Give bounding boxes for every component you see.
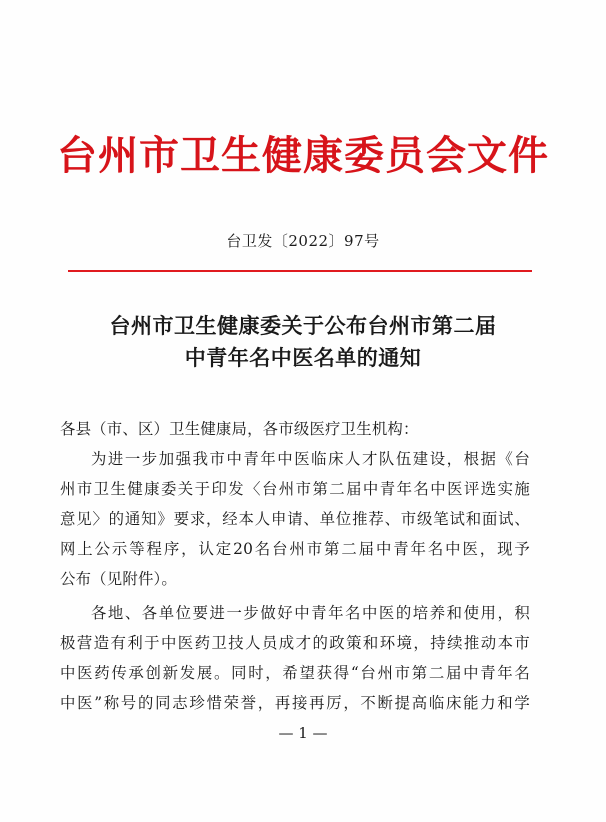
paragraph-1-line-5: 公布（见附件）。 (60, 570, 178, 588)
salutation: 各县（市、区）卫生健康局，各市级医疗卫生机构： (60, 420, 419, 438)
paragraph-1-line-3: 意见〉的通知》要求，经本人申请、单位推荐、市级笔试和面试、 (60, 510, 530, 528)
paragraph-1-line-4: 网上公示等程序，认定20名台州市第二届中青年名中医，现予 (60, 540, 530, 558)
paragraph-2-line-2: 极营造有利于中医药卫技人员成才的政策和环境，持续推动本市 (60, 634, 530, 652)
paragraph-2-line-4: 中医”称号的同志珍惜荣誉，再接再厉，不断提高临床能力和学 (60, 694, 530, 712)
notice-title-line-1: 台州市卫生健康委关于公布台州市第二届 (109, 313, 497, 338)
red-separator-line (68, 270, 532, 272)
paragraph-1-line-1: 为进一步加强我市中青年中医临床人才队伍建设，根据《台 (91, 450, 530, 468)
paragraph-2-line-3: 中医药传承创新发展。同时，希望获得“台州市第二届中青年名 (60, 664, 530, 682)
notice-body (60, 414, 530, 718)
notice-title-line-2: 中青年名中医名单的通知 (184, 345, 422, 370)
paragraph-2-line-1: 各地、各单位要进一步做好中青年名中医的培养和使用，积 (91, 604, 530, 622)
issuing-authority-title: 台州市卫生健康委员会文件 (57, 132, 549, 179)
page-number: — 1 — (278, 724, 328, 742)
notice-title (0, 310, 606, 374)
paragraph-1-line-2: 州市卫生健康委关于印发〈台州市第二届中青年名中医评选实施 (60, 480, 530, 498)
document-number: 台卫发〔2022〕97号 (226, 232, 380, 250)
